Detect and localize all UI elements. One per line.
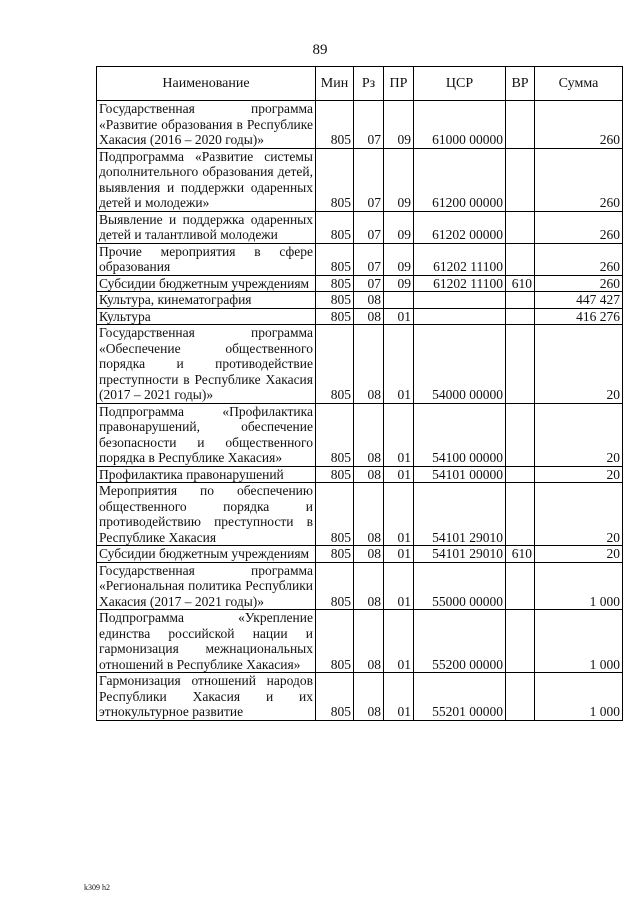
row-name: Выявление и поддержка одаренных детей и талантливой молодежи xyxy=(97,211,316,243)
row-vr xyxy=(506,148,535,211)
row-pr: 09 xyxy=(384,101,414,149)
row-name: Культура, кинематография xyxy=(97,292,316,309)
table-header-row xyxy=(97,67,623,101)
row-rz: 07 xyxy=(354,211,384,243)
row-vr xyxy=(506,466,535,483)
row-csr: 54101 29010 xyxy=(414,483,506,546)
row-vr xyxy=(506,673,535,721)
row-name: Профилактика правонарушений xyxy=(97,466,316,483)
row-rz: 07 xyxy=(354,243,384,275)
table-row xyxy=(97,483,623,546)
header-sum: Сумма xyxy=(535,67,623,101)
header-name: Наименование xyxy=(97,67,316,101)
row-min: 805 xyxy=(316,292,354,309)
table-row xyxy=(97,243,623,275)
row-vr xyxy=(506,292,535,309)
row-name: Государственная программа «Развитие образования в Республике Хакасия (2016 – 2020 годы)» xyxy=(97,101,316,149)
header-rz: Рз xyxy=(354,67,384,101)
row-vr xyxy=(506,101,535,149)
row-sum: 20 xyxy=(535,403,623,466)
row-name: Гармонизация отношений народов Республики Хакасия и их этнокультурное развитие xyxy=(97,673,316,721)
row-csr: 55201 00000 xyxy=(414,673,506,721)
row-sum: 260 xyxy=(535,243,623,275)
row-min: 805 xyxy=(316,546,354,563)
budget-table xyxy=(96,66,623,721)
row-rz: 08 xyxy=(354,325,384,404)
row-min: 805 xyxy=(316,610,354,673)
table-row xyxy=(97,610,623,673)
row-sum: 20 xyxy=(535,483,623,546)
row-pr: 09 xyxy=(384,275,414,292)
row-sum: 260 xyxy=(535,148,623,211)
row-pr: 01 xyxy=(384,562,414,610)
row-min: 805 xyxy=(316,483,354,546)
row-sum: 447 427 xyxy=(535,292,623,309)
page-number: 89 xyxy=(312,42,328,58)
row-pr: 01 xyxy=(384,308,414,325)
table-row xyxy=(97,275,623,292)
header-csr: ЦСР xyxy=(414,67,506,101)
row-rz: 08 xyxy=(354,292,384,309)
row-pr: 01 xyxy=(384,325,414,404)
row-sum: 1 000 xyxy=(535,610,623,673)
row-pr: 01 xyxy=(384,403,414,466)
row-pr: 01 xyxy=(384,483,414,546)
row-csr xyxy=(414,308,506,325)
row-rz: 08 xyxy=(354,308,384,325)
row-vr xyxy=(506,211,535,243)
row-vr xyxy=(506,483,535,546)
header-pr: ПР xyxy=(384,67,414,101)
row-sum: 260 xyxy=(535,275,623,292)
header-min: Мин xyxy=(316,67,354,101)
row-min: 805 xyxy=(316,466,354,483)
row-rz: 07 xyxy=(354,275,384,292)
row-name: Подпрограмма «Профилактика правонарушений, обеспечение безопасности и общественного порядка в Республике Хакасия» xyxy=(97,403,316,466)
row-csr: 61202 11100 xyxy=(414,275,506,292)
row-csr: 54101 29010 xyxy=(414,546,506,563)
row-rz: 08 xyxy=(354,466,384,483)
row-sum: 20 xyxy=(535,466,623,483)
row-min: 805 xyxy=(316,243,354,275)
row-sum: 20 xyxy=(535,546,623,563)
row-pr: 09 xyxy=(384,211,414,243)
row-name: Мероприятия по обеспечению общественного порядка и противодействию преступности в Республике Хакасия xyxy=(97,483,316,546)
row-name: Субсидии бюджетным учреждениям xyxy=(97,546,316,563)
row-min: 805 xyxy=(316,562,354,610)
table-row xyxy=(97,403,623,466)
table-row xyxy=(97,325,623,404)
row-sum: 1 000 xyxy=(535,673,623,721)
table-row xyxy=(97,466,623,483)
row-min: 805 xyxy=(316,211,354,243)
header-vr: ВР xyxy=(506,67,535,101)
table-row xyxy=(97,211,623,243)
row-csr: 54101 00000 xyxy=(414,466,506,483)
row-pr: 01 xyxy=(384,466,414,483)
row-csr: 55000 00000 xyxy=(414,562,506,610)
row-vr xyxy=(506,610,535,673)
table-row xyxy=(97,101,623,149)
row-pr: 09 xyxy=(384,148,414,211)
table-row xyxy=(97,292,623,309)
table-row xyxy=(97,308,623,325)
table-row xyxy=(97,562,623,610)
row-min: 805 xyxy=(316,275,354,292)
row-vr xyxy=(506,325,535,404)
row-pr xyxy=(384,292,414,309)
row-name: Государственная программа «Региональная политика Республики Хакасия (2017 – 2021 годы)» xyxy=(97,562,316,610)
row-name: Государственная программа «Обеспечение общественного порядка и противодействие преступности в Республике Хакасия (2017 – 2021 годы)» xyxy=(97,325,316,404)
row-sum: 416 276 xyxy=(535,308,623,325)
row-vr xyxy=(506,562,535,610)
row-min: 805 xyxy=(316,308,354,325)
row-rz: 08 xyxy=(354,546,384,563)
row-name: Прочие мероприятия в сфере образования xyxy=(97,243,316,275)
footer-code: k309 h2 xyxy=(84,883,110,892)
row-name: Подпрограмма «Укрепление единства российской нации и гармонизация межнациональных отношений в Республике Хакасия» xyxy=(97,610,316,673)
row-rz: 07 xyxy=(354,101,384,149)
row-csr: 55200 00000 xyxy=(414,610,506,673)
table-row xyxy=(97,546,623,563)
row-csr: 61202 00000 xyxy=(414,211,506,243)
row-rz: 08 xyxy=(354,403,384,466)
row-name: Субсидии бюджетным учреждениям xyxy=(97,275,316,292)
row-vr xyxy=(506,308,535,325)
row-vr: 610 xyxy=(506,275,535,292)
row-sum: 1 000 xyxy=(535,562,623,610)
table-row xyxy=(97,673,623,721)
row-vr xyxy=(506,243,535,275)
row-min: 805 xyxy=(316,101,354,149)
row-min: 805 xyxy=(316,403,354,466)
row-rz: 08 xyxy=(354,562,384,610)
row-csr: 54100 00000 xyxy=(414,403,506,466)
row-pr: 09 xyxy=(384,243,414,275)
row-csr: 54000 00000 xyxy=(414,325,506,404)
row-name: Культура xyxy=(97,308,316,325)
row-sum: 260 xyxy=(535,101,623,149)
row-csr: 61200 00000 xyxy=(414,148,506,211)
row-name: Подпрограмма «Развитие системы дополнительного образования детей, выявления и поддержки одаренных детей и молодежи» xyxy=(97,148,316,211)
row-rz: 08 xyxy=(354,610,384,673)
row-pr: 01 xyxy=(384,673,414,721)
row-sum: 260 xyxy=(535,211,623,243)
row-vr xyxy=(506,403,535,466)
row-csr xyxy=(414,292,506,309)
row-pr: 01 xyxy=(384,546,414,563)
row-sum: 20 xyxy=(535,325,623,404)
row-pr: 01 xyxy=(384,610,414,673)
row-vr: 610 xyxy=(506,546,535,563)
row-rz: 08 xyxy=(354,483,384,546)
row-rz: 08 xyxy=(354,673,384,721)
row-csr: 61000 00000 xyxy=(414,101,506,149)
table-row xyxy=(97,148,623,211)
row-min: 805 xyxy=(316,325,354,404)
row-min: 805 xyxy=(316,148,354,211)
row-min: 805 xyxy=(316,673,354,721)
row-rz: 07 xyxy=(354,148,384,211)
row-csr: 61202 11100 xyxy=(414,243,506,275)
